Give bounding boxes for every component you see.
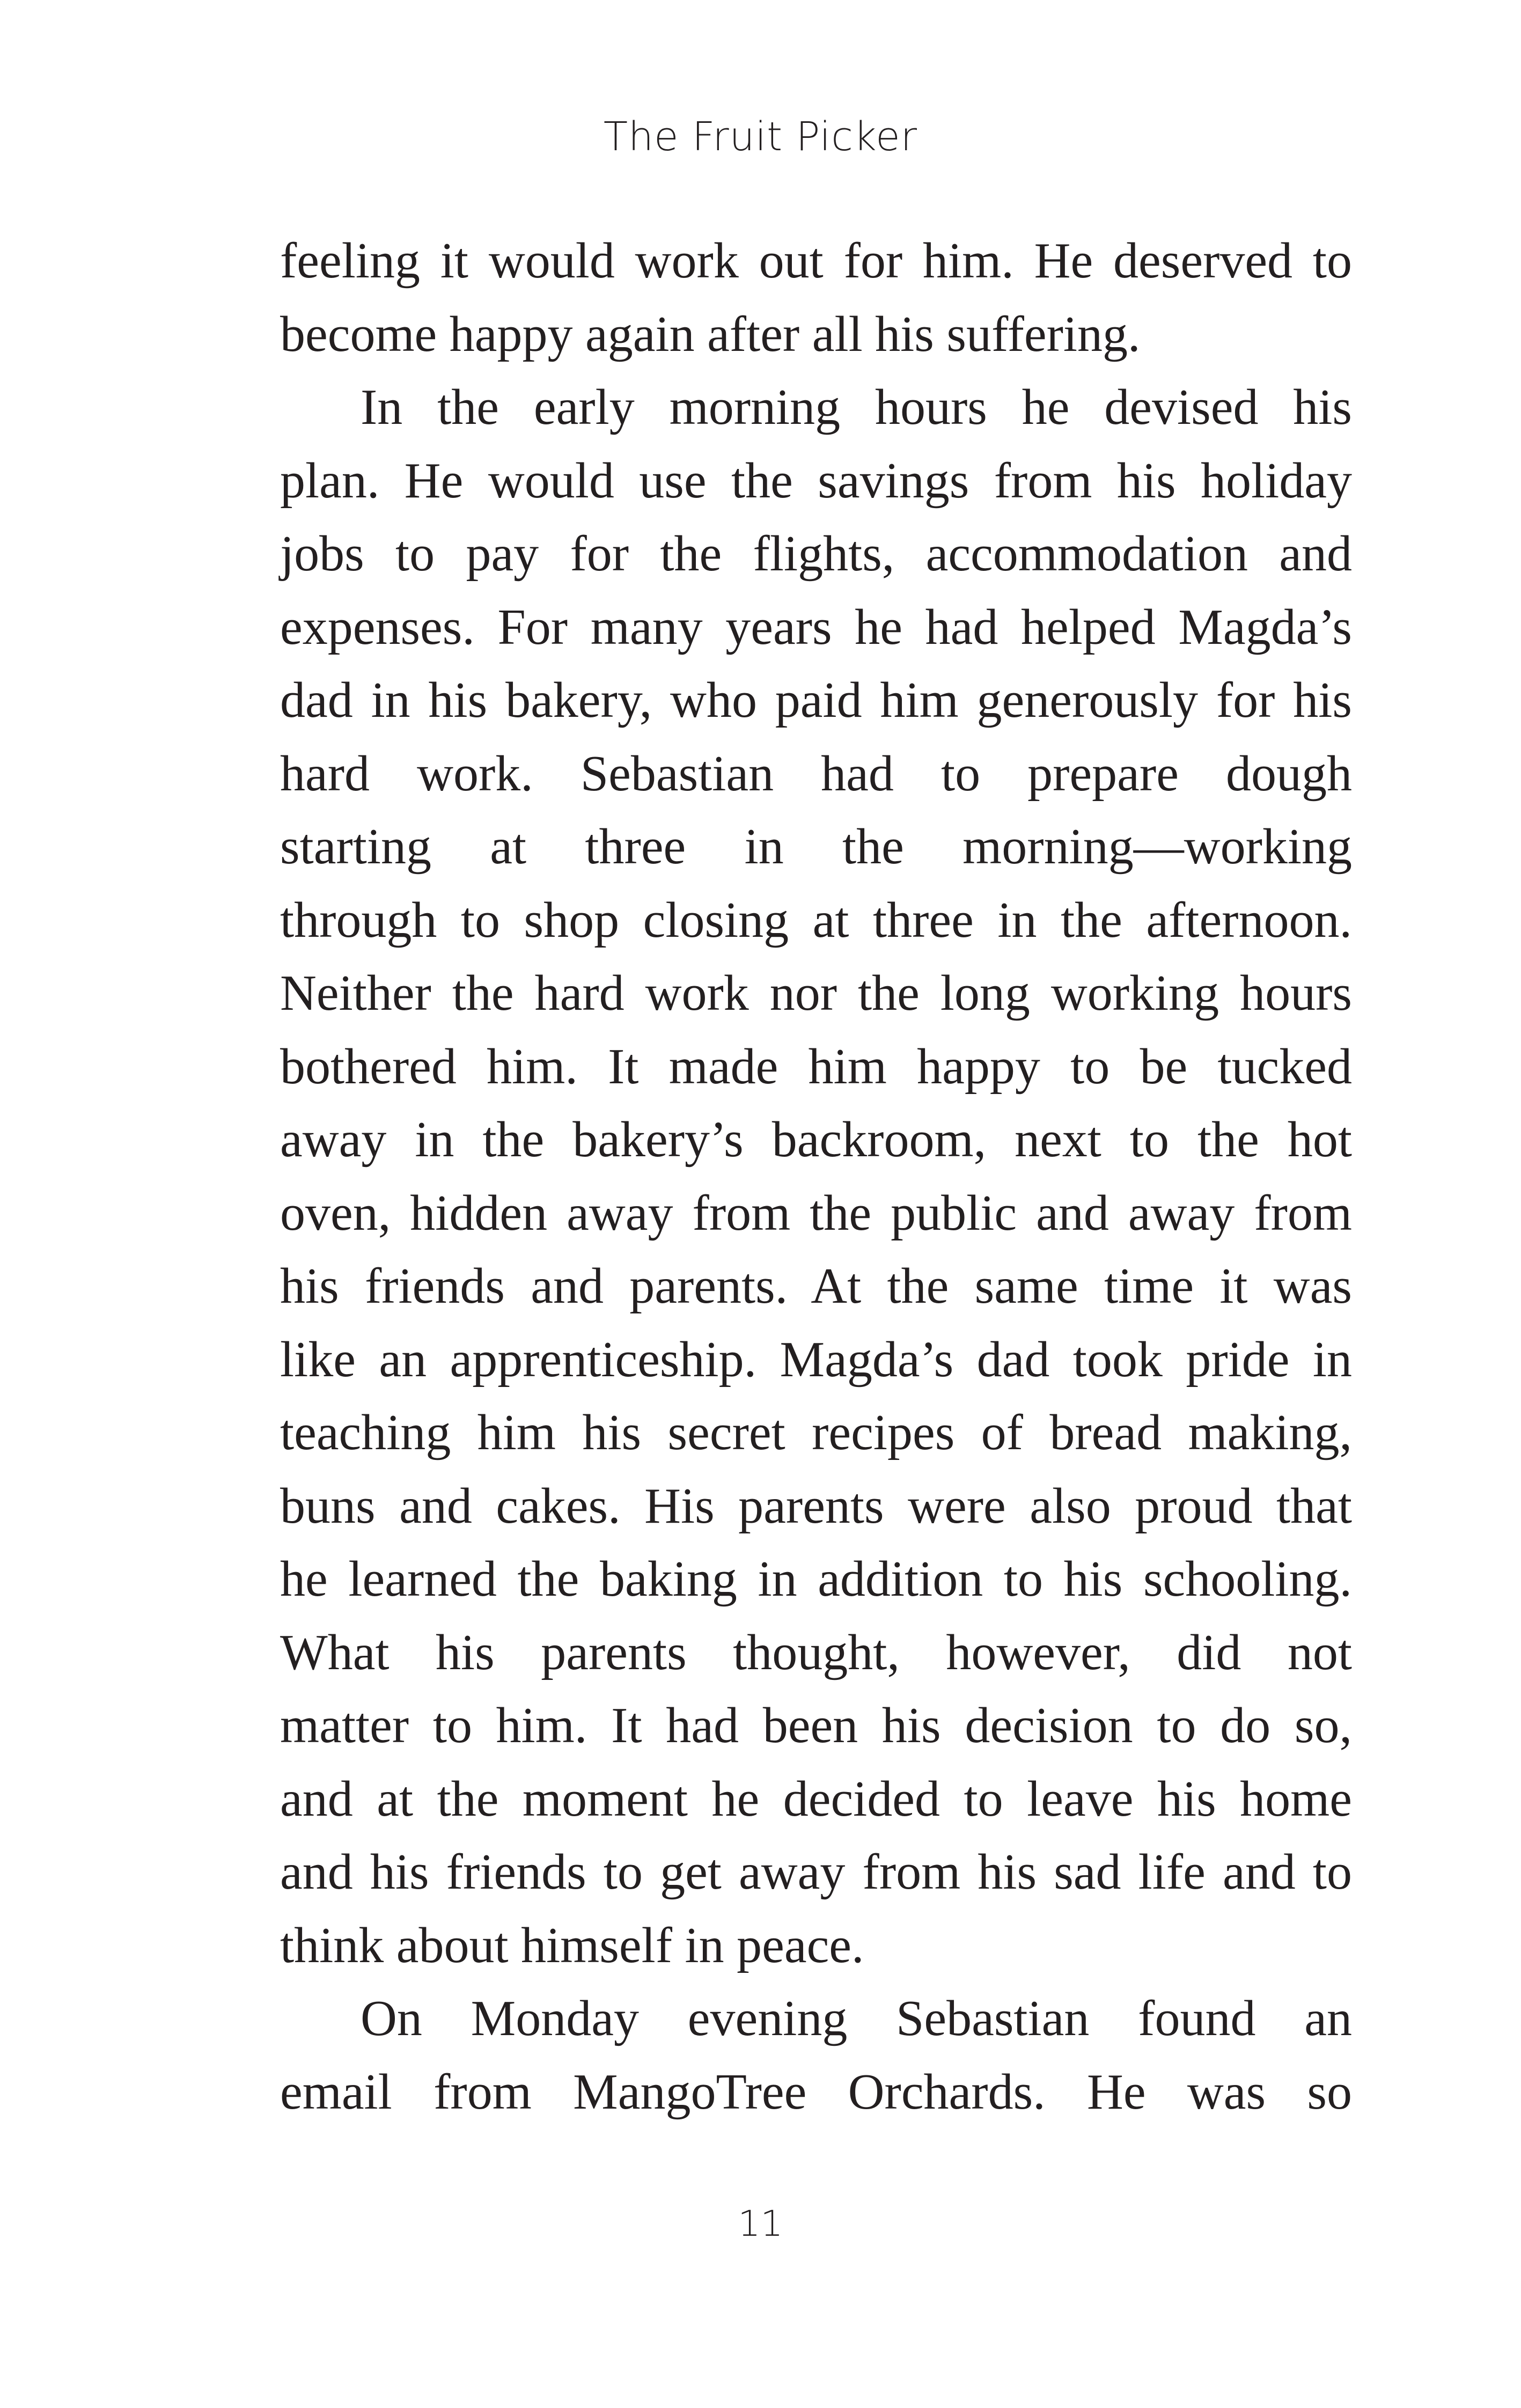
text-line: feeling it would work out for him. He deserved to	[280, 233, 1352, 289]
text-line: like an apprenticeship. Magda’s dad took pride in	[280, 1331, 1352, 1387]
text-line: and his friends to get away from his sad life and to	[280, 1844, 1352, 1900]
text-line: he learned the baking in addition to his schooling.	[280, 1551, 1352, 1607]
text-line: bothered him. It made him happy to be tucked	[280, 1038, 1352, 1095]
text-line: dad in his bakery, who paid him generously for his	[280, 672, 1352, 728]
text-line: jobs to pay for the flights, accommodation and	[280, 526, 1352, 582]
text-line: away in the bakery’s backroom, next to the hot	[280, 1112, 1352, 1168]
text-line: and at the moment he decided to leave his home	[280, 1771, 1352, 1827]
text-line: In the early morning hours he devised his	[361, 379, 1352, 435]
text-line: On Monday evening Sebastian found an	[361, 1991, 1352, 2046]
paragraph-1	[280, 224, 1352, 371]
text-line: hard work. Sebastian had to prepare dough	[280, 745, 1352, 802]
text-line: email from MangoTree Orchards. He was so	[280, 2064, 1352, 2120]
text-line: plan. He would use the savings from his holiday	[280, 452, 1352, 509]
body-text	[280, 224, 1352, 2128]
text-line: oven, hidden away from the public and away from	[280, 1185, 1352, 1241]
text-line: his friends and parents. At the same time it was	[280, 1258, 1352, 1314]
text-line: through to shop closing at three in the afternoon.	[280, 892, 1352, 948]
text-line: become happy again after all his suffering.	[280, 306, 1141, 362]
running-head: The Fruit Picker	[603, 114, 918, 160]
text-line: Neither the hard work nor the long working hours	[280, 965, 1352, 1021]
text-line: buns and cakes. His parents were also proud that	[280, 1478, 1352, 1534]
paragraph-2	[280, 371, 1352, 1982]
text-line: expenses. For many years he had helped Magda’s	[280, 599, 1352, 655]
page-number: 11	[738, 2203, 783, 2244]
text-line: starting at three in the morning—working	[280, 819, 1352, 875]
paragraph-3	[280, 1982, 1352, 2128]
text-line: matter to him. It had been his decision to do so,	[280, 1698, 1352, 1753]
text-line: What his parents thought, however, did not	[280, 1624, 1352, 1680]
text-line: think about himself in peace.	[280, 1917, 864, 1973]
text-line: teaching him his secret recipes of bread making,	[280, 1405, 1352, 1460]
